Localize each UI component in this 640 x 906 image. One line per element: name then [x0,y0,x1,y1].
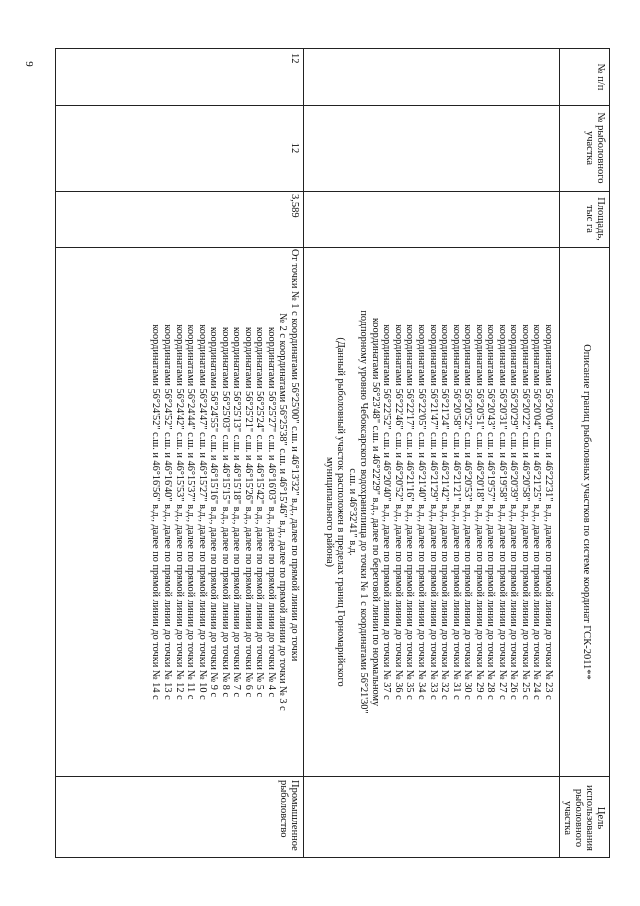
description-line: координатами 56°20'29" с.ш. и 46°20'39" в.д., далее по прямой линии до точки № 26 с [508,324,520,700]
description-line: координатами 56°24'44" с.ш. и 46°15'37" в.д., далее по прямой линии до точки № 11 с [185,324,197,700]
column-divider [56,776,609,777]
column-divider [56,247,609,248]
row-number: 12 [289,53,300,64]
row-divider [303,49,304,857]
description-line: координатами 56°25'21" с.ш. и 46°15'26" в.д., далее по прямой линии до точки № 6 с [242,326,254,698]
description-line: координатами 56°22'17" с.ш. и 46°21'16" в.д., далее по прямой линии до точки № 35 с [404,324,416,700]
row-divider [559,49,560,857]
description-line: координатами 56°24'55" с.ш. и 46°15'16" в.д., далее по прямой линии до точки № 9 с [208,326,220,698]
boundary-description-continued [323,249,554,775]
description-line: координатами 56°20'43" с.ш. и 46°19'57" в.д., далее по прямой линии до точки № 28 с [485,324,497,700]
description-line: координатами 56°24'52" с.ш. и 46°16'56" в.д., далее по прямой линии до точки № 14 с [150,324,162,700]
description-line: координатами 56°20'52" с.ш. и 46°20'53" в.д., далее по прямой линии до точки № 30 с [462,324,474,700]
description-line: координатами 56°20'51" с.ш. и 46°20'18" в.д., далее по прямой линии до точки № 29 с [473,324,485,700]
description-line: координатами 56°20'22" с.ш. и 46°20'58" в.д., далее по прямой линии до точки № 25 с [519,324,531,700]
description-line: (Данный рыболовный участок расположен в пределах границ Горномарийского [335,337,347,687]
description-line: координатами 56°22'52" с.ш. и 46°20'40" в.д., далее по прямой линии до точки № 37 с [381,324,393,700]
description-line: координатами 56°25'24" с.ш. и 46°15'42" в.д., далее по прямой линии до точки № 5 с [254,326,266,698]
description-line: координатами 56°24'47" с.ш. и 46°15'27" в.д., далее по прямой линии до точки № 10 с [196,324,208,700]
description-line: координатами 56°21'24" с.ш. и 46°21'42" в.д., далее по прямой линии до точки № 32 с [439,324,451,700]
description-line: координатами 56°25'27" с.ш. и 46°16'03" в.д., далее по прямой линии до точки № 4 с [265,326,277,698]
description-line: с.ш. и 46°32'41" в.д. [346,468,358,556]
header-area-number: № рыболовного участка [584,112,606,184]
header-description: Описание границ рыболовных участков по системе координат ГСК-2011** [581,344,592,680]
fishing-area-size: 3,589 [289,194,300,218]
header-purpose: Цель использования рыболовного участка [562,785,606,851]
description-line: координатами 56°21'47" с.ш. и 46°21'29" в.д., далее по прямой линии до точки № 33 с [427,324,439,700]
header-area-size: Площадь, тыс га [584,197,606,241]
description-line: координатами 56°22'05" с.ш. и 46°21'40" в.д., далее по прямой линии до точки № 34 с [415,324,427,700]
description-line: подпорному уровню Чебоксарского водохранилища до точки № 1 с координатами 56°21'30" [358,310,370,714]
description-line: координатами 56°25'13" с.ш. и 46°15'18" в.д., далее по прямой линии до точки № 7 с [231,326,243,698]
page-number: 9 [22,61,35,67]
description-line: координатами 56°24'42" с.ш. и 46°15'53" в.д., далее по прямой линии до точки № 12 с [173,324,185,700]
description-line: № 2 с координатами 56°25'38" с.ш. и 46°15'46" в.д., далее по прямой линии до точки № 3 с [277,313,289,711]
description-line: координатами 56°24'52" с.ш. и 46°16'40" в.д., далее по прямой линии до точки № 13 с [161,324,173,700]
column-divider [56,105,609,106]
description-line: координатами 56°20'04" с.ш. и 46°21'25" в.д., далее по прямой линии до точки № 24 с [531,324,543,700]
description-line: координатами 56°20'58" с.ш. и 46°21'21" в.д., далее по прямой линии до точки № 31 с [450,324,462,700]
fishing-area-number: 12 [289,142,300,154]
header-num: № п/п [595,63,606,91]
description-line: муниципального района) [323,457,335,567]
description-line: координатами 56°20'31" с.ш. и 46°19'58" в.д., далее по прямой линии до точки № 27 с [496,324,508,700]
description-line: координатами 56°25'03" с.ш. и 46°15'15" в.д., далее по прямой линии до точки № 8 с [219,326,231,698]
description-line: координатами 56°20'04" с.ш. и 46°22'31" в.д., далее по прямой линии до точки № 23 с [543,324,554,700]
boundary-description [150,249,300,775]
description-line: координатами 56°22'46" с.ш. и 46°20'52" в.д., далее по прямой линии до точки № 36 с [392,324,404,700]
column-divider [56,191,609,192]
description-line: От точки № 1 с координатами 56°25'00" с.ш. и 46°13'32" в.д., далее по прямой линии до точки [289,249,300,662]
fishing-areas-table [55,48,610,858]
usage-purpose: Промышленное рыболовство [278,780,300,851]
description-line: координатами 56°23'48" с.ш. и 46°22'29" в.д., далее по береговой линии по нормальному [369,317,381,707]
